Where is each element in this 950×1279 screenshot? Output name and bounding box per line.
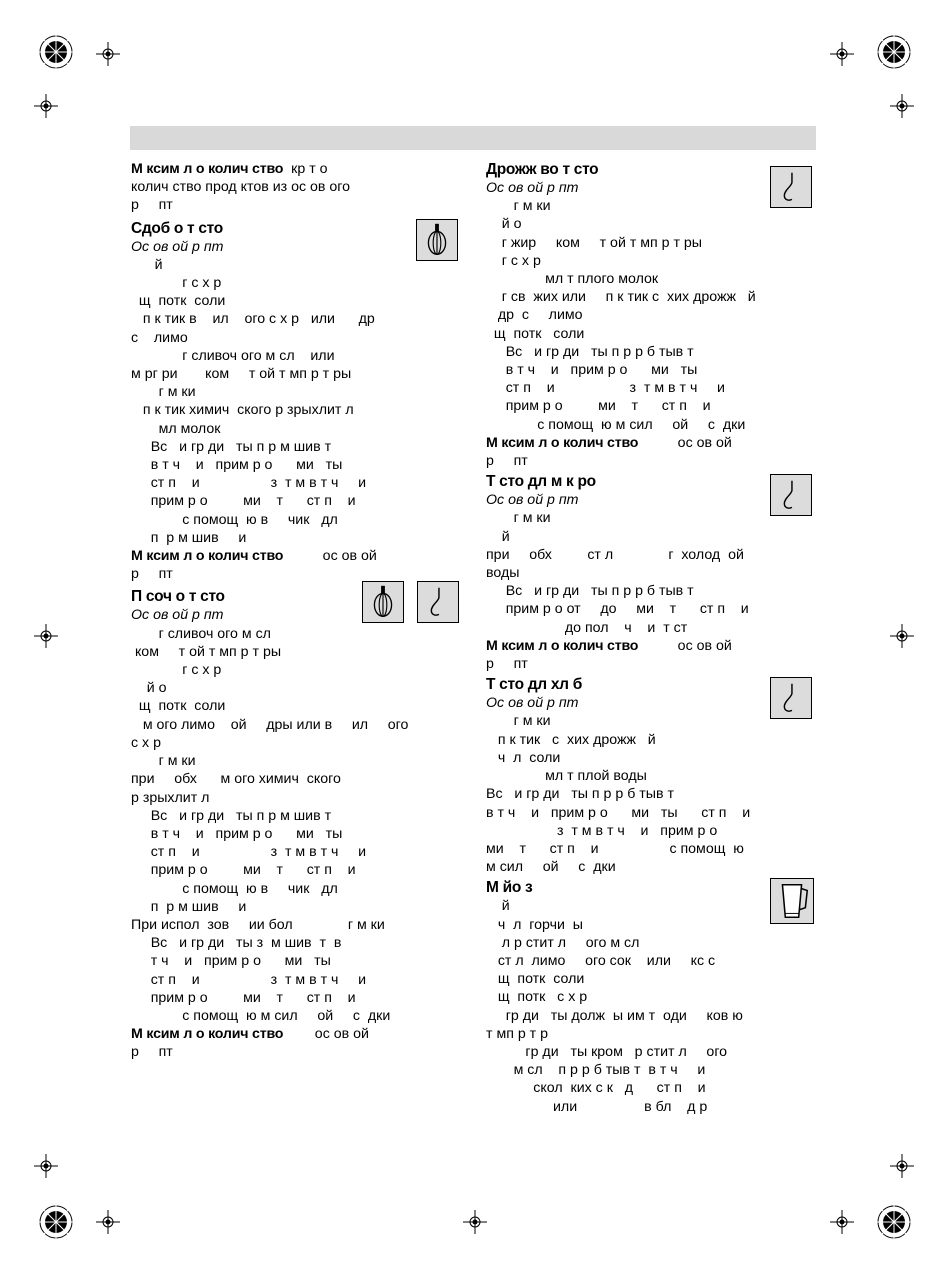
- text-line: п р м шив и: [131, 898, 247, 915]
- text-line: г сливоч ого м сл или: [131, 347, 335, 364]
- text-line: в т ч и прим р о ми ты: [486, 362, 698, 379]
- text-line: ст л лимо ого сок или кс с: [486, 952, 716, 969]
- text-line: прим р о ми т ст п и: [131, 493, 356, 510]
- text-line: Вс и гр ди ты п р м шив т: [131, 438, 332, 455]
- kneading-hook-icon: [770, 677, 812, 719]
- text-line: с помощ ю в чик дл: [131, 880, 338, 897]
- section-sdob: [131, 219, 459, 584]
- text-line: щ потк соли: [131, 698, 226, 715]
- sdob-max-amount: М ксим л о колич ство ос ов ой р пт: [131, 548, 377, 583]
- text-line: г с х р: [131, 275, 222, 292]
- text-line: ст п и з т м в т ч и: [131, 475, 367, 492]
- text-line: при обх ст л г холод ой: [486, 546, 744, 563]
- crosshair-mark: [34, 1154, 58, 1178]
- text-line: с х р: [131, 734, 161, 751]
- text-line: л р стит л ого м сл: [486, 934, 640, 951]
- text-line: г м ки: [486, 510, 551, 527]
- text-line: й о: [486, 216, 522, 233]
- text-line: мл молок: [131, 420, 221, 437]
- section-pesoch: [131, 587, 459, 1061]
- section-subtitle: Ос ов ой р пт: [131, 607, 224, 624]
- section-mayo: [486, 878, 816, 1115]
- section-subtitle: Ос ов ой р пт: [486, 492, 579, 509]
- text-line: г с х р: [131, 662, 222, 679]
- text-line: колич ство прод ктов из ос ов ого: [131, 179, 351, 196]
- crosshair-mark: [34, 94, 58, 118]
- text-line: ч л соли: [486, 749, 561, 766]
- text-line: с помощ ю м сил ой с дки: [131, 1007, 391, 1024]
- text-line: щ потк соли: [486, 325, 585, 342]
- section-title: П соч о т сто: [131, 588, 225, 606]
- section-title: М йо з: [486, 879, 533, 897]
- crosshair-mark: [34, 624, 58, 648]
- whisk-icon: [362, 581, 404, 623]
- text-line: прим р о от до ми т ст п и: [486, 601, 749, 618]
- text-line: При испол зов ии бол г м ки: [131, 916, 385, 933]
- text-line: г с х р: [486, 252, 541, 269]
- text-line: скол ких с к д ст п и: [486, 1080, 706, 1097]
- text-line: ми т ст п и с помощ ю: [486, 840, 744, 857]
- text-line: Вс и гр ди ты п р р б тыв т: [486, 343, 694, 360]
- text-line: й о: [131, 680, 167, 697]
- text-line: м рг ри ком т ой т мп р т ры: [131, 366, 352, 383]
- left-column: [131, 160, 459, 1062]
- text-line: щ потк с х р: [486, 989, 588, 1006]
- section-subtitle: Ос ов ой р пт: [131, 238, 224, 255]
- text-line: м ого лимо ой дры или в ил ого: [131, 716, 409, 733]
- text-line: прим р о ми т ст п и: [131, 989, 356, 1006]
- pesoch-max-amount: М ксим л о колич ство ос ов ой р пт: [131, 1026, 369, 1061]
- text-line: г м ки: [131, 753, 196, 770]
- text-line: п к тик химич ского р зрыхлит л: [131, 402, 354, 419]
- crop-mark-bl: [38, 1204, 74, 1240]
- section-hleb: [486, 675, 816, 876]
- text-line: при обх м ого химич ского: [131, 771, 341, 788]
- text-line: в т ч и прим р о ми ты ст п и: [486, 804, 751, 821]
- text-line: гр ди ты долж ы им т оди ков ю: [486, 1007, 743, 1024]
- text-line: г жир ком т ой т мп р т ры: [486, 234, 702, 251]
- section-drozh: [486, 160, 816, 470]
- text-line: п к тик в ил ого с х р или др: [131, 311, 375, 328]
- text-line: щ потк соли: [486, 971, 585, 988]
- text-line: гр ди ты кром р стит л ого: [486, 1043, 728, 1060]
- text-line: й: [131, 256, 163, 273]
- text-line: м сл п р р б тыв т в т ч и: [486, 1062, 706, 1079]
- crosshair-mark: [96, 1210, 120, 1234]
- text-line: ст п и з т м в т ч и: [131, 844, 367, 861]
- crop-mark-tr: [876, 34, 912, 70]
- text-line: р пт: [131, 197, 173, 214]
- text-line: з т м в т ч и прим р о: [486, 822, 718, 839]
- crosshair-mark: [830, 1210, 854, 1234]
- section-subtitle: Ос ов ой р пт: [486, 695, 579, 712]
- header-bar: [130, 126, 816, 150]
- section-title: Дрожж во т сто: [486, 161, 599, 178]
- text-line: щ потк соли: [131, 293, 226, 310]
- text-line: ч л горчи ы: [486, 916, 583, 933]
- text-line: ст п и з т м в т ч и: [131, 971, 367, 988]
- crosshair-mark: [890, 624, 914, 648]
- section-subtitle: Ос ов ой р пт: [486, 180, 579, 196]
- text-line: п р м шив и: [131, 529, 247, 546]
- text-line: т ч и прим р о ми ты: [131, 953, 331, 970]
- section-title: Т сто дл м к ро: [486, 473, 596, 491]
- text-line: Вс и гр ди ты з м шив т в: [131, 935, 342, 952]
- whisk-icon: [416, 219, 458, 261]
- max-amount-keyword: М ксим л о колич ство: [131, 161, 284, 177]
- text-line: т мп р т р: [486, 1025, 548, 1042]
- text-line: м сил ой с дки: [486, 859, 616, 876]
- text-line: мл т плой воды: [486, 768, 647, 785]
- kneading-hook-icon: [770, 474, 812, 516]
- crop-mark-tl: [38, 34, 74, 70]
- text-line: й: [486, 898, 510, 915]
- text-line: ком т ой т мп р т ры: [131, 643, 282, 660]
- text-line: г сливоч ого м сл: [131, 625, 271, 642]
- intro-max-amount: М ксим л о колич ство кр т о колич ство прод ктов из ос ов ого р пт: [131, 160, 459, 215]
- drozh-max-amount: М ксим л о колич ство ос ов ой р пт: [486, 434, 732, 470]
- crosshair-mark: [96, 42, 120, 66]
- text-line: др с лимо: [486, 307, 583, 324]
- text-line: г св жих или п к тик с хих дрожж й: [486, 289, 756, 306]
- text-line: р зрыхлит л: [131, 789, 210, 806]
- makaron-max-amount: М ксим л о колич ство ос ов ой р пт: [486, 637, 732, 673]
- text-line: ст п и з т м в т ч и: [486, 380, 725, 397]
- text-line: с помощ ю в чик дл: [131, 511, 338, 528]
- blender-jug-icon: [770, 878, 814, 924]
- text-line: Вс и гр ди ты п р р б тыв т: [486, 583, 694, 600]
- text-line: й: [486, 528, 510, 545]
- text-line: прим р о ми т ст п и: [486, 398, 711, 415]
- text-line: или в бл д р: [486, 1098, 708, 1115]
- section-makaron: [486, 472, 816, 673]
- crosshair-mark: [830, 42, 854, 66]
- section-title: Сдоб о т сто: [131, 219, 223, 237]
- text-line: г м ки: [486, 198, 551, 215]
- kneading-hook-icon: [770, 166, 812, 208]
- text-line: воды: [486, 565, 520, 582]
- text-line: мл т плого молок: [486, 271, 659, 288]
- text-line: Вс и гр ди ты п р м шив т: [131, 807, 332, 824]
- text-line: г м ки: [486, 713, 551, 730]
- crosshair-mark: [463, 1210, 487, 1234]
- text-line: г м ки: [131, 384, 196, 401]
- text-line: в т ч и прим р о ми ты: [131, 825, 343, 842]
- text-line: в т ч и прим р о ми ты: [131, 457, 343, 474]
- text-line: прим р о ми т ст п и: [131, 862, 356, 879]
- text-line: до пол ч и т ст: [486, 619, 688, 636]
- text-line: Вс и гр ди ты п р р б тыв т: [486, 786, 674, 803]
- text-line: с помощ ю м сил ой с дки: [486, 416, 746, 433]
- right-column: [486, 160, 816, 1116]
- text-line: с лимо: [131, 329, 188, 346]
- text-line: п к тик с хих дрожж й: [486, 731, 656, 748]
- kneading-hook-icon: [417, 581, 459, 623]
- crosshair-mark: [890, 94, 914, 118]
- crosshair-mark: [890, 1154, 914, 1178]
- crop-mark-br: [876, 1204, 912, 1240]
- section-title: Т сто дл хл б: [486, 676, 582, 694]
